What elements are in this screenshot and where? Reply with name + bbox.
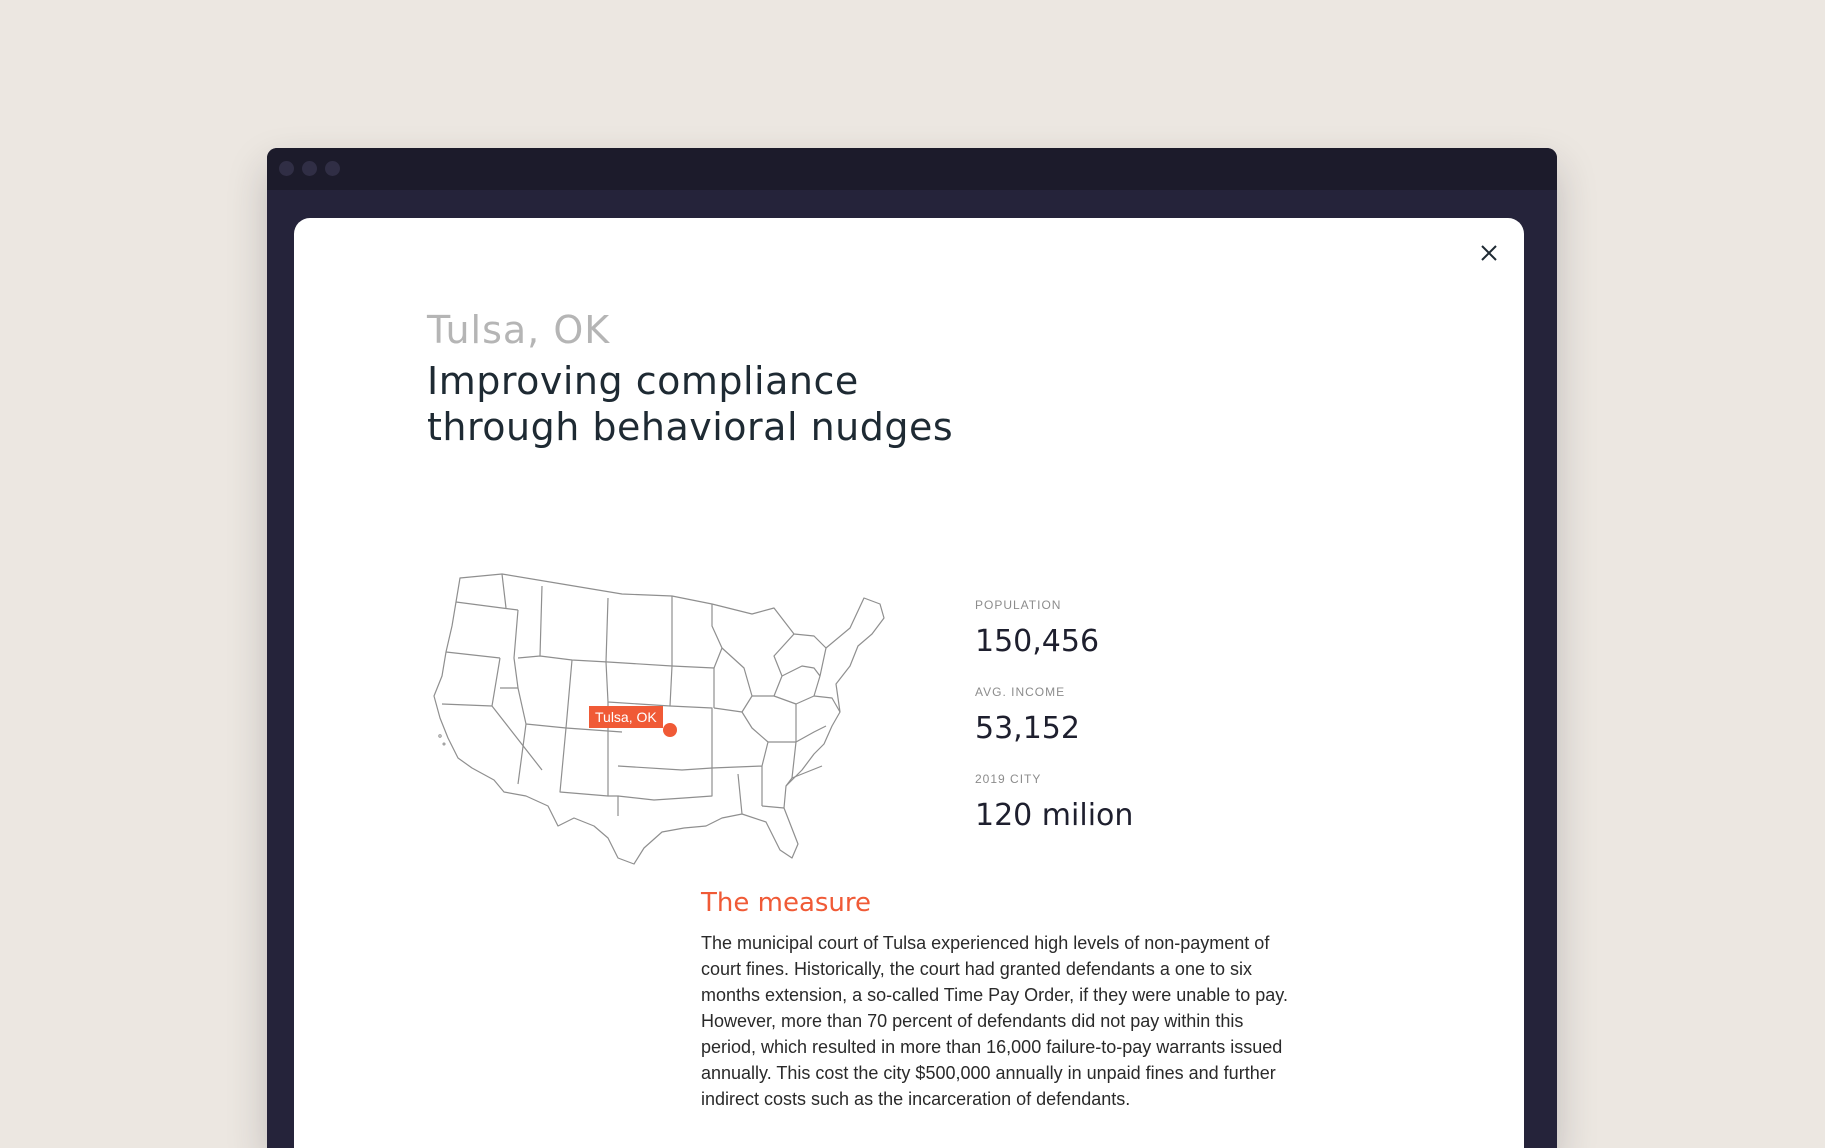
browser-window [267, 148, 1557, 1148]
stat-label-city: 2019 CITY [975, 772, 1042, 786]
stat-value-income: 53,152 [975, 711, 1080, 746]
window-control-maximize[interactable] [325, 161, 340, 176]
close-icon[interactable] [1476, 240, 1502, 266]
map-location-marker[interactable] [663, 723, 677, 737]
page-title: Improving compliance through behavioral nudges [427, 359, 954, 449]
measure-heading: The measure [701, 888, 872, 918]
stat-label-income: AVG. INCOME [975, 685, 1066, 699]
window-control-close[interactable] [279, 161, 294, 176]
window-control-minimize[interactable] [302, 161, 317, 176]
browser-titlebar [267, 148, 1557, 190]
city-detail-modal [294, 218, 1524, 1148]
map-location-label[interactable]: Tulsa, OK [589, 706, 663, 728]
city-stats [975, 598, 1275, 859]
city-name: Tulsa, OK [427, 308, 611, 352]
stat-value-city: 120 milion [975, 798, 1134, 833]
measure-body: The municipal court of Tulsa experienced high levels of non-payment of court fines. Historically, the court had granted defendants a one to six months extension, a so-called Time Pay Order, if they were unable to pay. However, more than 70 percent of defendants did not pay within this period, which resulted in more than 16,000 failure-to-pay warrants issued annually. This cost the city $500,000 annually in unpaid fines and further indirect costs such as the incarceration of defendants. [701, 933, 1288, 1109]
stat-label-population: POPULATION [975, 598, 1062, 612]
stat-value-population: 150,456 [975, 624, 1100, 659]
